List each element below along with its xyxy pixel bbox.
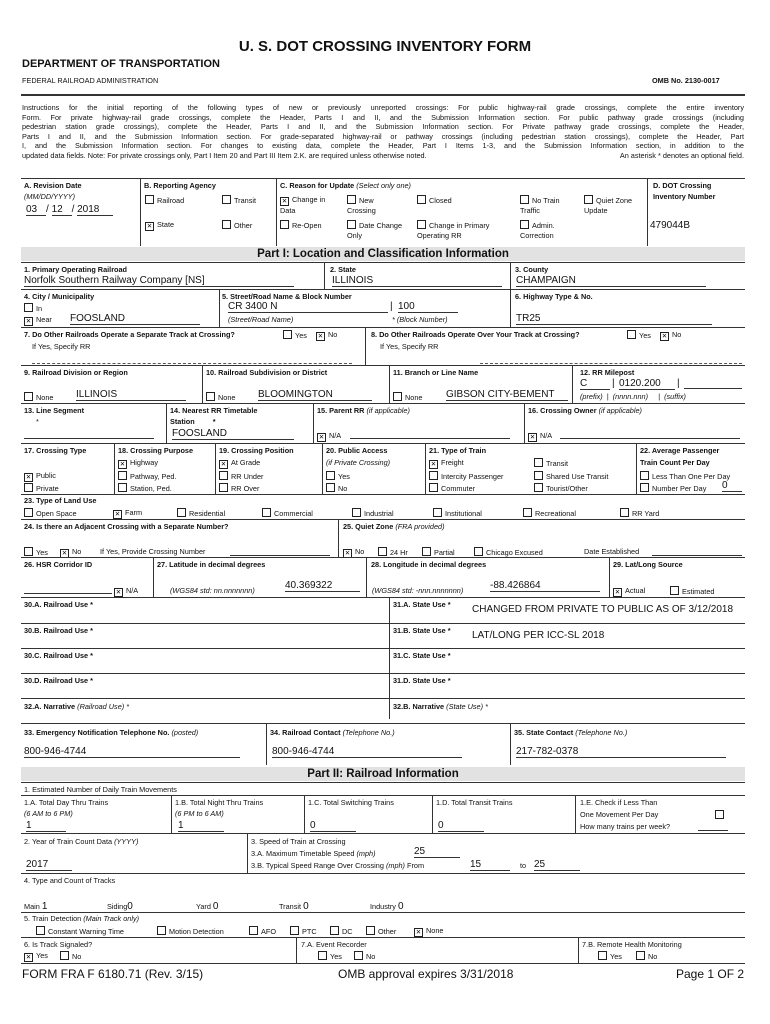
track-signaled-label: 6. Is Track Signaled?	[24, 940, 93, 949]
purpose-station[interactable]: Station, Ped.	[118, 483, 172, 494]
dot-number-label: D. DOT Crossing	[653, 181, 712, 190]
public-access-hint: (if Private Crossing)	[326, 458, 391, 467]
trains-per-week-field[interactable]	[698, 822, 728, 831]
revision-date-format: (MM/DD/YYYY)	[24, 192, 76, 201]
revision-month: 03	[26, 204, 46, 216]
less-than-one-label: 1.E. Check if Less Than	[580, 798, 658, 807]
checkbox-icon	[118, 471, 127, 480]
emergency-phone-value[interactable]: 800-946-4744	[24, 746, 240, 758]
trains-per-week-label: How many trains per week?	[580, 822, 671, 831]
crossing-type-public[interactable]: ✕ Public	[25, 471, 56, 481]
instructions-line: I, and the Submission Information section. For changes to existing data, complete the Header, Part I Items 1-3, and the Submission Information section, in addition to the	[22, 141, 744, 150]
checkbox-icon	[24, 392, 33, 401]
branch-label: 11. Branch or Line Name	[393, 368, 479, 377]
milepost-sep: |	[612, 378, 615, 389]
block-hint: * (Block Number)	[392, 315, 448, 324]
instructions	[22, 103, 744, 161]
adjacent-hint: If Yes, Provide Crossing Number	[100, 547, 206, 556]
checkbox-icon	[60, 951, 69, 960]
checkbox-icon	[636, 951, 645, 960]
reason-admin-correction[interactable]: Admin. Correction	[520, 221, 555, 240]
division-value[interactable]: ILLINOIS	[76, 389, 186, 401]
checkbox-icon	[318, 951, 327, 960]
event-recorder-no[interactable]: No	[354, 951, 375, 962]
passenger-number-per-day[interactable]: Number Per Day	[640, 483, 706, 494]
position-rr-under[interactable]: RR Under	[219, 471, 263, 482]
division-label: 9. Railroad Division or Region	[24, 368, 128, 377]
revision-year: 2018	[77, 204, 113, 216]
train-tourist[interactable]: Tourist/Other	[534, 483, 588, 494]
reason-re-open[interactable]: Re-Open	[280, 220, 322, 231]
quiet-zone-label: 25. Quiet Zone (FRA provided)	[343, 522, 445, 531]
checkbox-icon	[523, 508, 532, 517]
checkbox-icon	[222, 220, 231, 229]
over-track-no[interactable]: ✕ No	[661, 330, 682, 340]
adjacent-no[interactable]: ✕ No	[61, 547, 82, 557]
checked-box-icon: ✕	[25, 318, 32, 325]
night-thru-trains-label: 1.B. Total Night Thru Trains	[175, 798, 264, 807]
latitude-value[interactable]: 40.369322	[285, 580, 360, 592]
detection-other[interactable]: Other	[366, 926, 396, 937]
checkbox-icon	[290, 926, 299, 935]
passenger-less-than-one[interactable]: Less Than One Per Day	[640, 471, 730, 482]
public-access-yes[interactable]: Yes	[326, 471, 350, 482]
branch-none[interactable]: None	[393, 392, 422, 403]
purpose-highway[interactable]: ✕ Highway	[119, 458, 158, 468]
train-transit[interactable]: Transit	[534, 458, 568, 469]
checked-box-icon: ✕	[529, 434, 536, 441]
city-near-option[interactable]: ✕ Near	[25, 315, 52, 325]
track-transit[interactable]: Transit 0	[279, 901, 353, 913]
max-speed-label: 3.A. Maximum Timetable Speed (mph)	[251, 849, 376, 858]
track-yard[interactable]: Yard 0	[196, 901, 263, 913]
detection-none[interactable]: ✕ None	[415, 926, 444, 936]
over-track-question: 8. Do Other Railroads Operate Over Your Track at Crossing?	[371, 330, 580, 339]
state-label: 2. State	[330, 265, 356, 274]
instructions-line: Instructions for the initial reporting of the following types of new or previously unreported crossings: For public highway-rail grade crossings, complete the entire inventory	[22, 103, 744, 112]
over-track-yes[interactable]: Yes	[627, 330, 651, 341]
position-rr-over[interactable]: RR Over	[219, 483, 259, 494]
timetable-station-value[interactable]: FOOSLAND	[172, 428, 294, 440]
block-separator: |	[390, 301, 393, 312]
day-thru-trains-hint: (6 AM to 6 PM)	[24, 809, 73, 818]
track-signaled-yes[interactable]: ✕ Yes	[25, 951, 48, 961]
checkbox-icon	[36, 926, 45, 935]
checkbox-icon	[417, 220, 426, 229]
checkbox-icon	[326, 471, 335, 480]
state-contact-value[interactable]: 217-782-0378	[516, 746, 726, 758]
separate-track-yes[interactable]: Yes	[283, 330, 307, 341]
primary-railroad-label: 1. Primary Operating Railroad	[24, 265, 128, 274]
typical-speed-label: 3.B. Typical Speed Range Over Crossing (mph) From	[251, 861, 425, 870]
quiet-zone-24hr[interactable]: 24 Hr	[378, 547, 408, 558]
subdivision-value[interactable]: BLOOMINGTON	[258, 389, 372, 401]
checkbox-icon	[366, 926, 375, 935]
detection-afo[interactable]: AFO	[249, 926, 276, 937]
checkbox-icon	[249, 926, 258, 935]
page-number: Page 1 OF 2	[676, 967, 745, 981]
reason-closed[interactable]: Closed	[417, 195, 452, 206]
daily-movements-label: 1. Estimated Number of Daily Train Movements	[24, 785, 177, 794]
agency-option-other[interactable]: Other	[222, 220, 252, 231]
highway-type-value[interactable]: TR25	[516, 313, 712, 325]
event-recorder-yes[interactable]: Yes	[318, 951, 342, 962]
checked-box-icon: ✕	[614, 589, 621, 596]
passenger-number-value[interactable]: 0	[722, 480, 742, 492]
form-number: FORM FRA F 6180.71 (Rev. 3/15)	[22, 967, 204, 981]
street-value[interactable]: CR 3400 N	[228, 301, 388, 313]
transit-trains-value[interactable]: 0	[438, 820, 484, 832]
emergency-phone-label: 33. Emergency Notification Telephone No. (posted)	[24, 728, 199, 737]
checkbox-icon	[219, 471, 228, 480]
line-segment-optional: *	[36, 417, 39, 426]
night-thru-trains-value[interactable]: 1	[178, 820, 224, 832]
instructions-line: pedestrian station grade crossings), complete the Header, Parts I and II, and the Submission Information section. For Private pathway grade crossings, complete the Header,	[22, 122, 744, 131]
checkbox-icon	[520, 220, 529, 229]
city-label: 4. City / Municipality	[24, 292, 95, 301]
checkbox-icon	[627, 330, 636, 339]
public-access-no[interactable]: No	[326, 483, 347, 494]
switching-trains-label: 1.C. Total Switching Trains	[308, 798, 394, 807]
checked-box-icon: ✕	[119, 461, 126, 468]
reason-no-train-traffic[interactable]: No Train Traffic	[520, 196, 560, 215]
crossing-owner-na[interactable]: ✕ N/A	[529, 431, 553, 441]
asterisk-note: An asterisk * denotes an optional field.	[619, 150, 744, 160]
remote-health-no[interactable]: No	[636, 951, 657, 962]
separate-track-hint: If Yes, Specify RR	[32, 342, 91, 351]
checkbox-icon	[326, 483, 335, 492]
quiet-zone-chicago[interactable]: Chicago Excused	[474, 547, 543, 558]
county-label: 3. County	[515, 265, 549, 274]
track-signaled-no[interactable]: No	[60, 951, 81, 962]
checkbox-icon	[429, 483, 438, 492]
land-use-label: 23. Type of Land Use	[24, 496, 97, 505]
checkbox-icon	[354, 951, 363, 960]
agency-name: FEDERAL RAILROAD ADMINISTRATION	[22, 76, 159, 85]
parent-rr-field[interactable]	[350, 430, 510, 439]
crossing-type-label: 17. Crossing Type	[24, 446, 87, 455]
reason-quiet-zone-update[interactable]: Quiet Zone Update	[584, 196, 633, 215]
checkbox-icon	[177, 508, 186, 517]
day-thru-trains-label: 1.A. Total Day Thru Trains	[24, 798, 109, 807]
checked-box-icon: ✕	[317, 333, 324, 340]
state-use-31b[interactable]: 31.B. State Use *	[393, 626, 451, 635]
reason-change-in-data[interactable]: ✕ Change in Data	[280, 195, 326, 215]
line-segment-field[interactable]	[24, 430, 154, 439]
separate-track-rr-field[interactable]	[32, 355, 352, 364]
railroad-use-30c[interactable]: 30.C. Railroad Use *	[24, 651, 93, 660]
state-use-31d[interactable]: 31.D. State Use *	[393, 676, 451, 685]
parent-rr-na[interactable]: ✕ N/A	[318, 431, 342, 441]
reason-hint: (Select only one)	[356, 181, 411, 190]
checkbox-icon	[620, 508, 629, 517]
crossing-owner-label: 16. Crossing Owner (if applicable)	[528, 406, 642, 415]
less-than-one-checkbox[interactable]	[715, 810, 727, 821]
hsr-corridor-field[interactable]	[24, 585, 112, 594]
track-siding[interactable]: Siding0	[107, 901, 177, 913]
adjacent-yes[interactable]: Yes	[24, 547, 48, 558]
latlong-estimated[interactable]: Estimated	[670, 586, 714, 597]
checkbox-icon	[24, 303, 33, 312]
land-rr-yard[interactable]: RR Yard	[620, 508, 659, 519]
checkbox-icon	[715, 810, 724, 819]
remote-health-yes[interactable]: Yes	[598, 951, 622, 962]
land-recreational[interactable]: Recreational	[523, 508, 576, 519]
quiet-zone-no[interactable]: ✕ No	[344, 547, 365, 557]
crossing-position-label: 19. Crossing Position	[219, 446, 294, 455]
track-industry[interactable]: Industry 0	[370, 901, 442, 913]
passenger-count-label: 22. Average Passenger	[640, 446, 720, 455]
street-hint: (Street/Road Name)	[228, 315, 294, 324]
checkbox-icon	[640, 471, 649, 480]
checkbox-icon	[347, 195, 356, 204]
line-segment-label: 13. Line Segment	[24, 406, 85, 415]
checked-box-icon: ✕	[146, 223, 153, 230]
detection-dc[interactable]: DC	[330, 926, 353, 937]
crossing-type-private[interactable]: Private	[24, 483, 59, 494]
checkbox-icon	[393, 392, 402, 401]
state-use-31b-value[interactable]: LAT/LONG PER ICC-SL 2018	[472, 630, 605, 641]
highway-type-label: 6. Highway Type & No.	[515, 292, 593, 301]
part1-title: Part I: Location and Classification Information	[21, 247, 745, 261]
land-institutional[interactable]: Institutional	[433, 508, 482, 519]
checkbox-icon	[118, 483, 127, 492]
checkbox-icon	[206, 392, 215, 401]
adjacent-crossing-label: 24. Is there an Adjacent Crossing with a Separate Number?	[24, 522, 229, 531]
track-count-label: 4. Type and Count of Tracks	[24, 876, 116, 885]
omb-expiration: OMB approval expires 3/31/2018	[338, 967, 514, 981]
position-at-grade[interactable]: ✕ At Grade	[220, 458, 261, 468]
railroad-use-30b[interactable]: 30.B. Railroad Use *	[24, 626, 93, 635]
land-farm[interactable]: ✕ Farm	[114, 508, 143, 518]
state-use-31a-value[interactable]: CHANGED FROM PRIVATE TO PUBLIC AS OF 3/12/2018	[472, 604, 734, 615]
train-count-year-value[interactable]: 2017	[26, 859, 72, 871]
reason-for-update	[280, 181, 411, 191]
county-value[interactable]: CHAMPAIGN	[516, 275, 706, 287]
street-label: 5. Street/Road Name & Block Number	[222, 292, 352, 301]
checkbox-icon	[433, 508, 442, 517]
adjacent-number-field[interactable]	[230, 547, 330, 556]
less-than-one-label-2: One Movement Per Day	[580, 810, 659, 819]
track-main[interactable]: Main 1	[24, 901, 86, 913]
checkbox-icon	[584, 195, 593, 204]
checked-box-icon: ✕	[318, 434, 325, 441]
part2-title: Part II: Railroad Information	[21, 767, 745, 781]
remote-health-label: 7.B. Remote Health Monitoring	[582, 940, 682, 949]
quiet-zone-partial[interactable]: Partial	[422, 547, 455, 558]
agency-option-railroad[interactable]: Railroad	[145, 195, 184, 206]
checkbox-icon	[24, 483, 33, 492]
form-title: U. S. DOT CROSSING INVENTORY FORM	[238, 38, 532, 55]
parent-rr-label: 15. Parent RR (if applicable)	[317, 406, 410, 415]
crossing-purpose-label: 18. Crossing Purpose	[118, 446, 194, 455]
checkbox-icon	[24, 508, 33, 517]
train-commuter[interactable]: Commuter	[429, 483, 475, 494]
railroad-use-30a[interactable]: 30.A. Railroad Use *	[24, 600, 93, 609]
separate-track-question: 7. Do Other Railroads Operate a Separate Track at Crossing?	[24, 330, 235, 339]
checkbox-icon	[640, 483, 649, 492]
checkbox-icon	[429, 471, 438, 480]
revision-date-field[interactable]: 03 / 12 / 2018	[26, 204, 113, 216]
milepost-prefix[interactable]: C	[580, 378, 610, 390]
checked-box-icon: ✕	[61, 550, 68, 557]
hsr-corridor-label: 26. HSR Corridor ID	[24, 560, 93, 569]
checked-box-icon: ✕	[430, 461, 437, 468]
checked-box-icon: ✕	[115, 589, 122, 596]
checkbox-icon	[280, 220, 289, 229]
typical-speed-from[interactable]: 15	[470, 859, 510, 871]
omb-number: OMB No. 2130-0017	[652, 76, 720, 85]
narrative-state[interactable]: 32.B. Narrative (State Use) *	[393, 702, 488, 711]
train-detection-label: 5. Train Detection (Main Track only)	[24, 914, 140, 923]
railroad-contact-label: 34. Railroad Contact (Telephone No.)	[270, 728, 395, 737]
checkbox-icon	[330, 926, 339, 935]
checked-box-icon: ✕	[25, 954, 32, 961]
checkbox-icon	[417, 195, 426, 204]
transit-trains-label: 1.D. Total Transit Trains	[436, 798, 513, 807]
event-recorder-label: 7.A. Event Recorder	[301, 940, 367, 949]
land-open-space[interactable]: Open Space	[24, 508, 77, 519]
land-commercial[interactable]: Commercial	[262, 508, 313, 519]
dot-number-label-2: Inventory Number	[653, 192, 716, 201]
quiet-zone-date-label: Date Established	[584, 547, 640, 556]
checkbox-icon	[534, 471, 543, 480]
instructions-line: Form. For private highway-rail grade crossings, complete the Header, Parts I and II, and the Submission Information section. For public pathway grade crossings (including	[22, 112, 744, 122]
latitude-label: 27. Latitude in decimal degrees	[157, 560, 266, 569]
longitude-label: 28. Longitude in decimal degrees	[371, 560, 487, 569]
train-shared-use[interactable]: Shared Use Transit	[534, 471, 608, 482]
state-use-31c[interactable]: 31.C. State Use *	[393, 651, 451, 660]
over-track-hint: If Yes, Specify RR	[380, 342, 439, 351]
checked-box-icon: ✕	[220, 461, 227, 468]
longitude-hint: (WGS84 std: -nnn.nnnnnnn)	[372, 586, 464, 595]
latlong-actual[interactable]: ✕ Actual	[614, 586, 646, 596]
checked-box-icon: ✕	[415, 929, 422, 936]
narrative-railroad[interactable]: 32.A. Narrative (Railroad Use) *	[24, 702, 130, 711]
city-in-option[interactable]: In	[24, 303, 42, 314]
milepost-hint: (prefix) | (nnnn.nnn) | (suffix)	[580, 392, 686, 401]
checkbox-icon	[474, 547, 483, 556]
checked-box-icon: ✕	[281, 198, 288, 205]
state-use-31a[interactable]: 31.A. State Use *	[393, 600, 451, 609]
land-residential[interactable]: Residential	[177, 508, 225, 519]
subdivision-label: 10. Railroad Subdivision or District	[206, 368, 328, 377]
checkbox-icon	[219, 483, 228, 492]
reason-date-change-only[interactable]: Date Change Only	[347, 221, 403, 240]
milepost-sep-2: |	[677, 378, 680, 389]
checkbox-icon	[157, 926, 166, 935]
checkbox-icon	[283, 330, 292, 339]
city-value[interactable]: FOOSLAND	[70, 313, 200, 325]
checkbox-icon	[670, 586, 679, 595]
max-speed-value[interactable]: 25	[414, 846, 460, 858]
over-track-rr-field[interactable]	[480, 355, 742, 364]
detection-constant-warning[interactable]: Constant Warning Time	[36, 926, 124, 937]
train-speed-label: 3. Speed of Train at Crossing	[251, 837, 346, 846]
block-value[interactable]: 100	[398, 301, 458, 313]
checkbox-icon	[520, 195, 529, 204]
checkbox-icon	[534, 458, 543, 467]
longitude-value[interactable]: -88.426864	[490, 580, 600, 592]
checkbox-icon	[352, 508, 361, 517]
branch-value[interactable]: GIBSON CITY-BEMENT	[446, 389, 568, 401]
milepost-value[interactable]: 0120.200	[619, 378, 675, 390]
reason-label: C. Reason for Update	[280, 181, 355, 190]
milepost-label: 12. RR Milepost	[580, 368, 635, 377]
checkbox-icon	[422, 547, 431, 556]
milepost-suffix[interactable]	[684, 378, 742, 389]
checkbox-icon	[145, 195, 154, 204]
agency-option-state[interactable]: ✕ State	[146, 220, 175, 230]
revision-day: 12	[52, 204, 72, 216]
reason-new-crossing[interactable]: New Crossing	[347, 196, 376, 215]
checkbox-icon	[534, 483, 543, 492]
detection-ptc[interactable]: PTC	[290, 926, 317, 937]
day-thru-trains-value[interactable]: 1	[26, 820, 66, 832]
separate-track-no[interactable]: ✕ No	[317, 330, 338, 340]
hsr-corridor-na[interactable]: ✕ N/A	[115, 586, 139, 596]
state-value[interactable]: ILLINOIS	[332, 275, 502, 287]
timetable-station-label: 14. Nearest RR Timetable	[170, 406, 258, 415]
timetable-station-label-2: Station *	[170, 417, 216, 426]
division-none[interactable]: None	[24, 392, 53, 403]
department-name: DEPARTMENT OF TRANSPORTATION	[22, 58, 220, 70]
detection-motion[interactable]: Motion Detection	[157, 926, 224, 937]
night-thru-trains-hint: (6 PM to 6 AM)	[175, 809, 224, 818]
checked-box-icon: ✕	[661, 333, 668, 340]
primary-railroad-value[interactable]: Norfolk Southern Railway Company [NS]	[24, 275, 294, 287]
typical-speed-to-label: to	[520, 861, 527, 870]
land-industrial[interactable]: Industrial	[352, 508, 394, 519]
checkbox-icon	[378, 547, 387, 556]
checkbox-icon	[598, 951, 607, 960]
state-contact-label: 35. State Contact (Telephone No.)	[514, 728, 628, 737]
revision-date-label: A. Revision Date	[24, 181, 82, 190]
instructions-line: updated data fields. Note: For private crossings only, Part I Item 20 and Part III Item 2.K. are required unless otherwise noted.	[22, 150, 427, 160]
quiet-zone-date-field[interactable]	[652, 547, 742, 556]
train-freight[interactable]: ✕ Freight	[430, 458, 464, 468]
agency-option-transit[interactable]: Transit	[222, 195, 256, 206]
switching-trains-value[interactable]: 0	[310, 820, 356, 832]
checkbox-icon	[262, 508, 271, 517]
typical-speed-to[interactable]: 25	[534, 859, 580, 871]
passenger-count-label-2: Train Count Per Day	[640, 458, 710, 467]
checkbox-icon	[24, 547, 33, 556]
crossing-owner-field[interactable]	[560, 430, 740, 439]
train-count-year-label: 2. Year of Train Count Data (YYYY)	[24, 837, 139, 846]
train-intercity[interactable]: Intercity Passenger	[429, 471, 503, 482]
railroad-contact-value[interactable]: 800-946-4744	[272, 746, 462, 758]
public-access-label: 20. Public Access	[326, 446, 388, 455]
purpose-pathway[interactable]: Pathway, Ped.	[118, 471, 177, 482]
latlong-source-label: 29. Lat/Long Source	[613, 560, 683, 569]
subdivision-none[interactable]: None	[206, 392, 235, 403]
train-type-label: 21. Type of Train	[429, 446, 487, 455]
instructions-line: Parts I and II, and the Submission Information section. For grade-separated highway-rail or pathway crossings (including pedestrian station crossings), complete the Header, Part	[22, 131, 744, 141]
reason-change-primary-rr[interactable]: Change in Primary Operating RR	[417, 221, 490, 240]
checked-box-icon: ✕	[114, 511, 121, 518]
dot-number-value[interactable]: 479044B	[650, 220, 691, 231]
checked-box-icon: ✕	[25, 474, 32, 481]
reporting-agency-label: B. Reporting Agency	[144, 181, 216, 190]
railroad-use-30d[interactable]: 30.D. Railroad Use *	[24, 676, 93, 685]
latitude-hint: (WGS84 std: nn.nnnnnnn)	[170, 586, 255, 595]
checked-box-icon: ✕	[344, 550, 351, 557]
checkbox-icon	[347, 220, 356, 229]
checkbox-icon	[222, 195, 231, 204]
